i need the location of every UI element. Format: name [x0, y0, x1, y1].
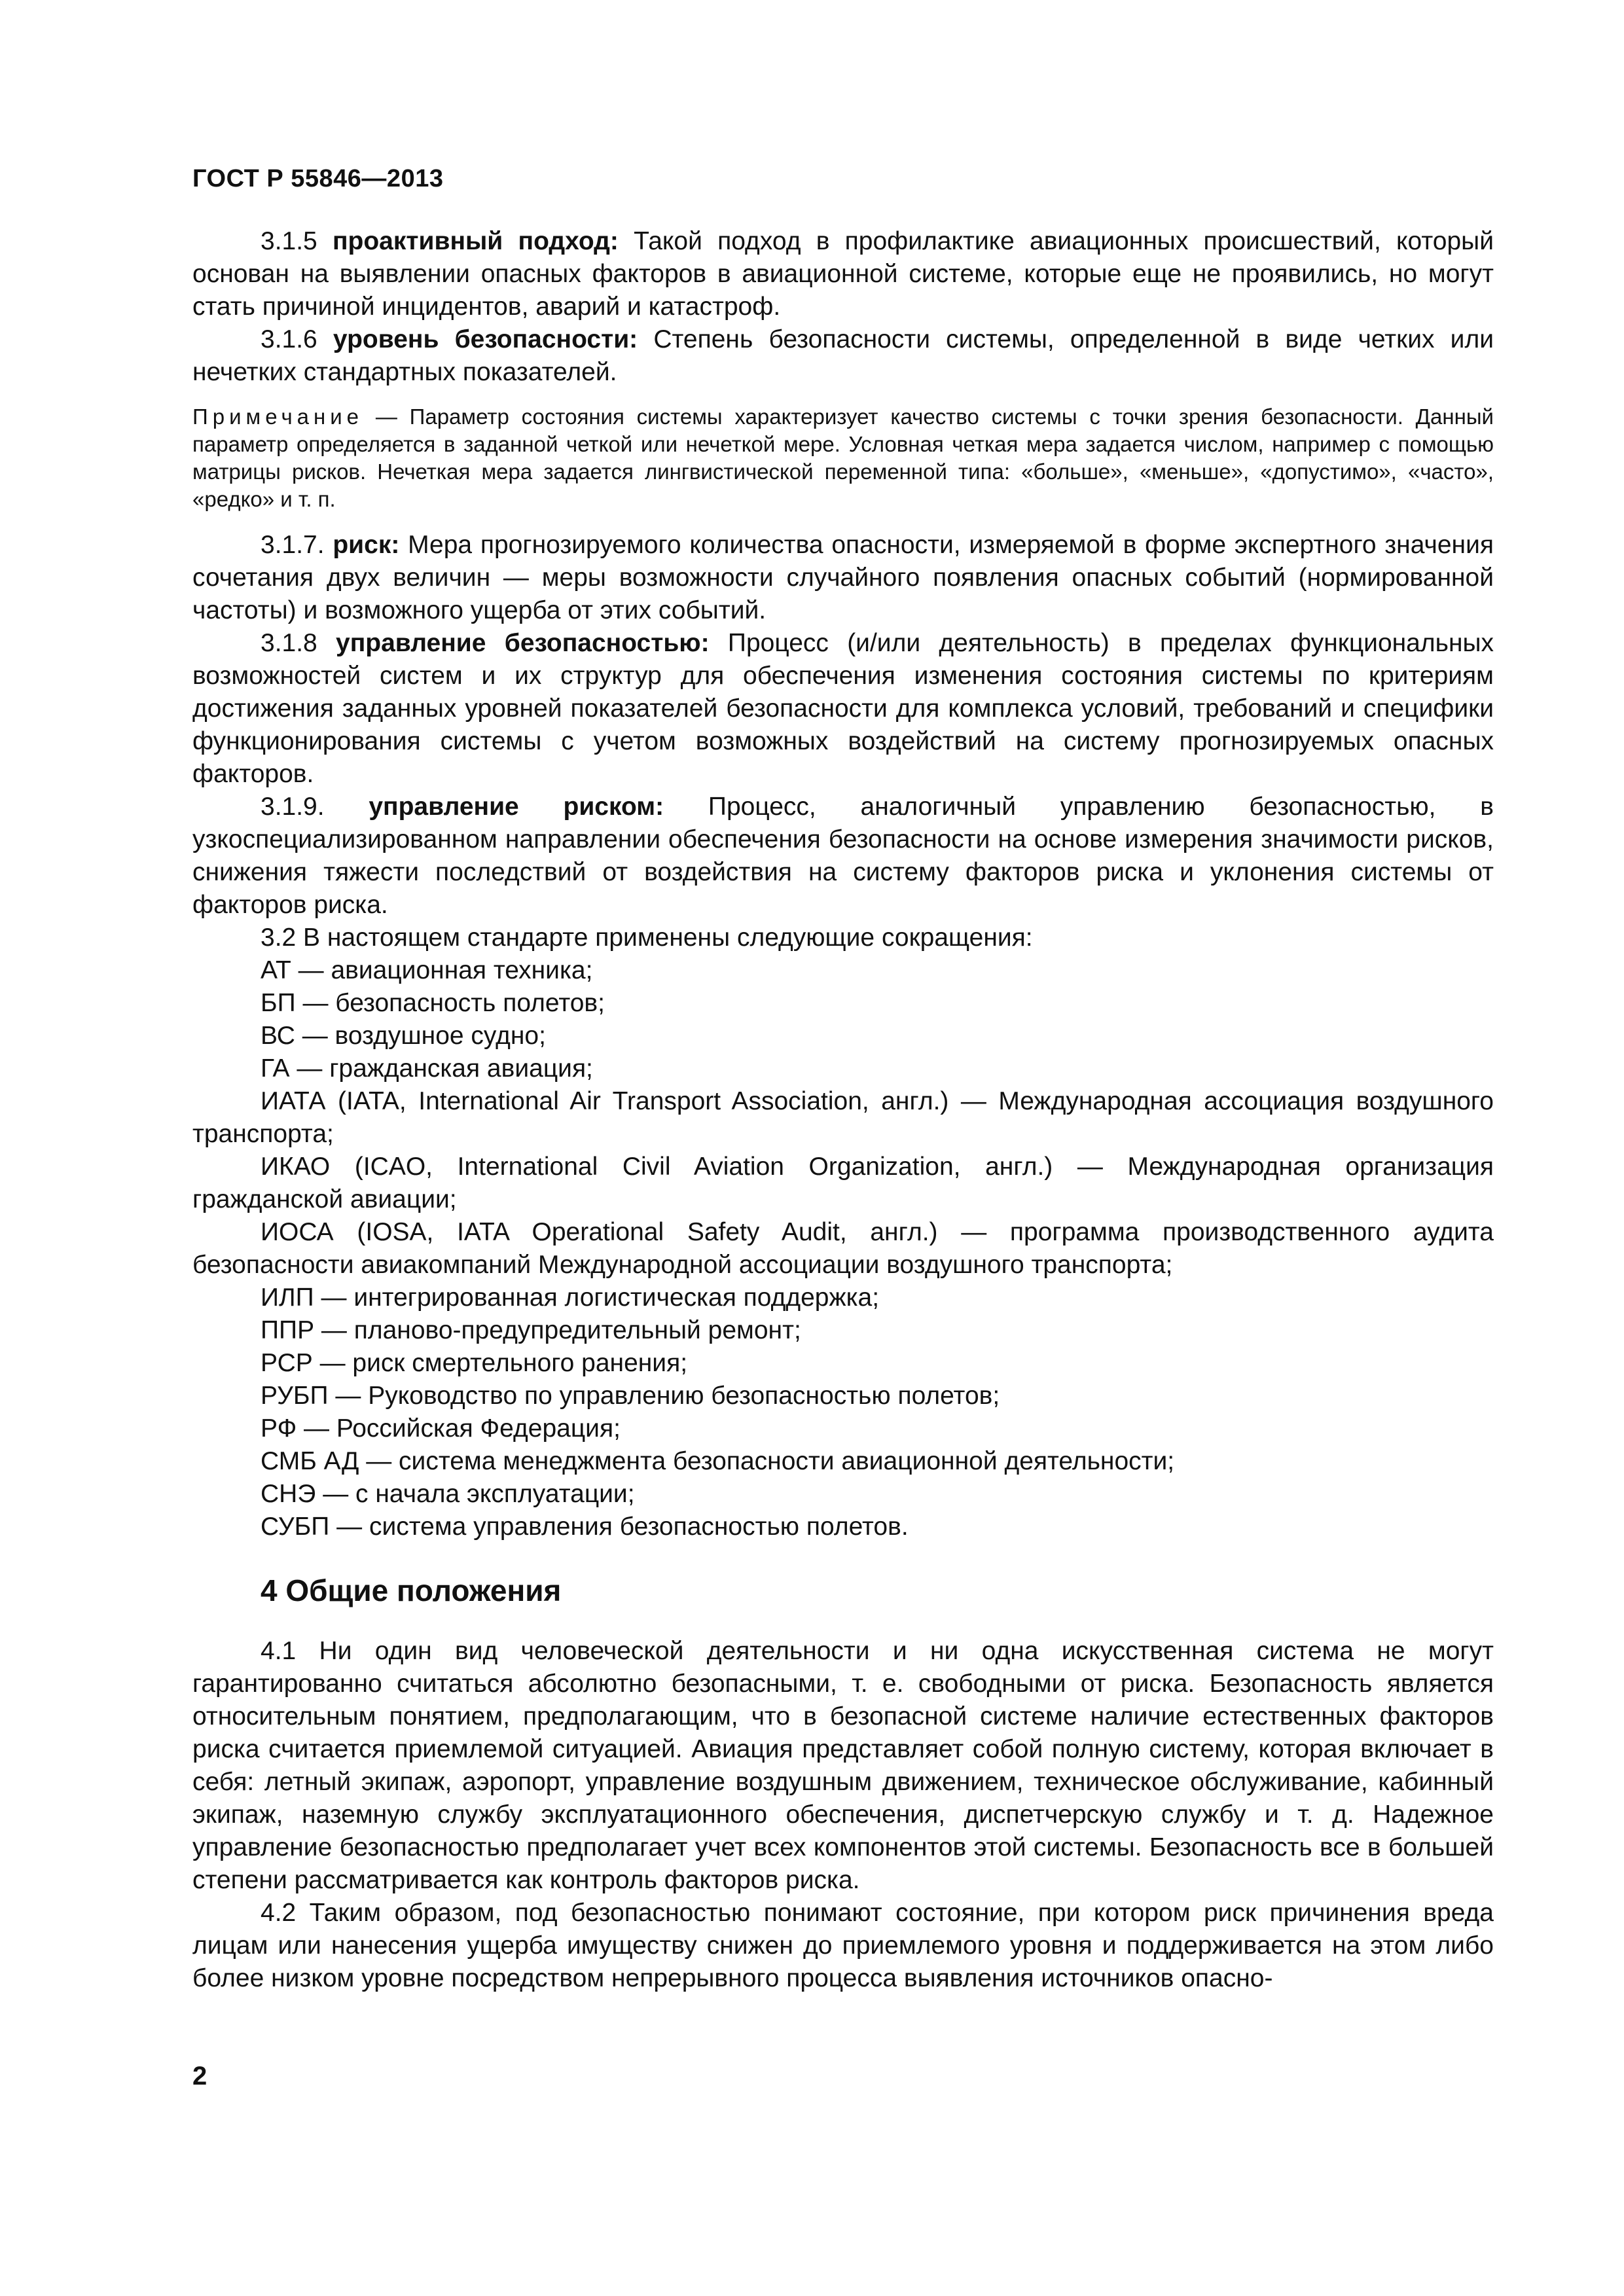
definition-text: Степень безопасности системы, определенной в виде четких или нечетких стандартных показателей.	[192, 325, 1494, 386]
paragraph-4-2: 4.2 Таким образом, под безопасностью понимают состояние, при котором риск причинения вреда лицам или нанесения ущерба имуществу снижен до приемлемого уровня и поддерживается на этом либо более низком уровне посредством непрерывного процесса выявления источников опасно-	[192, 1899, 1494, 1992]
definition-3-1-8	[192, 627, 1494, 791]
definition-term: проактивный подход:	[332, 227, 619, 255]
definition-3-1-7	[192, 529, 1494, 627]
abbreviation-item: СУБП — система управления безопасностью полетов.	[261, 1513, 909, 1541]
definition-number: 3.1.8	[261, 629, 317, 657]
abbreviation-item: ИЛП — интегрированная логистическая поддержка;	[261, 1283, 880, 1312]
definition-term: уровень безопасности:	[333, 325, 638, 353]
note-text: — Параметр состояния системы характеризует качество системы с точки зрения безопасности. Данный параметр определяется в заданной четкой или нечеткой мере. Условная четкая мера задается числом, например с помощью матрицы рисков. Нечеткая мера задается лингвистической переменной типа: «больше», «меньше», «допустимо», «часто», «редко» и т. п.	[192, 404, 1494, 511]
abbreviation-item: СМБ АД — система менеджмента безопасности авиационной деятельности;	[261, 1447, 1175, 1475]
abbreviation-item: РФ — Российская Федерация;	[261, 1414, 621, 1443]
abbreviation-item: РУБП — Руководство по управлению безопасностью полетов;	[261, 1382, 1000, 1410]
definition-term: управление безопасностью:	[336, 629, 710, 657]
standard-header: ГОСТ Р 55846—2013	[192, 165, 444, 192]
abbreviation-item: ППР — планово-предупредительный ремонт;	[261, 1316, 801, 1344]
definition-3-1-6	[192, 323, 1494, 389]
definition-number: 3.1.9.	[261, 793, 325, 821]
abbreviations-intro: 3.2 В настоящем стандарте применены следующие сокращения:	[261, 924, 1033, 952]
definition-3-1-5	[192, 225, 1494, 323]
abbreviation-item: ВС — воздушное судно;	[261, 1022, 546, 1050]
note-paragraph	[192, 403, 1494, 513]
definition-term: риск:	[333, 531, 400, 559]
definition-term: управление риском:	[369, 793, 664, 821]
abbreviation-item: ИКАО (ICAO, International Civil Aviation Organization, англ.) — Международная организация гражданской авиации;	[192, 1153, 1494, 1213]
abbreviation-item: БП — безопасность полетов;	[261, 989, 605, 1017]
page-number: 2	[192, 2062, 208, 2090]
definition-number: 3.1.7.	[261, 531, 325, 559]
definition-3-1-9	[192, 791, 1494, 922]
definition-text: Такой подход в профилактике авиационных происшествий, который основан на выявлении опасных факторов в авиационной системе, которые еще не проявились, но могут стать причиной инцидентов, аварий и катастроф.	[192, 227, 1494, 321]
definition-text: Процесс, аналогичный управлению безопасностью, в узкоспециализированном направлении обеспечения безопасности на основе измерения значимости рисков, снижения тяжести последствий от воздействия на систему факторов риска и уклонения системы от факторов риска.	[192, 793, 1494, 919]
definition-text: Мера прогнозируемого количества опасности, измеряемой в форме экспертного значения сочетания двух величин — меры возможности случайного появления опасных событий (нормированной частоты) и возможного ущерба от этих событий.	[192, 531, 1494, 624]
paragraph-4-1: 4.1 Ни один вид человеческой деятельности и ни одна искусственная система не могут гарантированно считаться абсолютно безопасными, т. е. свободными от риска. Безопасность является относительным понятием, предполагающим, что в безопасной системе наличие естественных факторов риска считается приемлемой ситуацией. Авиация представляет собой полную систему, которая включает в себя: летный экипаж, аэропорт, управление воздушным движением, техническое обслуживание, кабинный экипаж, наземную службу эксплуатационного обеспечения, диспетчерскую службу и т. д. Надежное управление безопасностью предполагает учет всех компонентов этой системы. Безопасность все в большей степени рассматривается как контроль факторов риска.	[192, 1637, 1494, 1894]
abbreviation-item: ГА — гражданская авиация;	[261, 1054, 593, 1083]
abbreviation-item: АТ — авиационная техника;	[261, 956, 593, 984]
definition-number: 3.1.5	[261, 227, 317, 255]
definition-number: 3.1.6	[261, 325, 317, 353]
page-body	[192, 225, 1494, 1995]
abbreviation-item: ИОСА (IOSA, IATA Operational Safety Audit, англ.) — программа производственного аудита безопасности авиакомпаний Международной ассоциации воздушного транспорта;	[192, 1218, 1494, 1279]
abbreviation-item: СНЭ — с начала эксплуатации;	[261, 1480, 635, 1508]
definition-text: Процесс (и/или деятельность) в пределах функциональных возможностей систем и их структур для обеспечения изменения состояния системы по критериям достижения заданных уровней показателей безопасности для комплекса условий, требований и специфики функционирования системы с учетом возможных воздействий на систему прогнозируемых опасных факторов.	[192, 629, 1494, 788]
note-label: Примечание	[192, 404, 364, 429]
section-4-title: 4 Общие положения	[261, 1573, 562, 1607]
abbreviation-item: ИАТА (IATA, International Air Transport Association, англ.) — Международная ассоциация воздушного транспорта;	[192, 1087, 1494, 1148]
abbreviation-item: РСР — риск смертельного ранения;	[261, 1349, 688, 1377]
